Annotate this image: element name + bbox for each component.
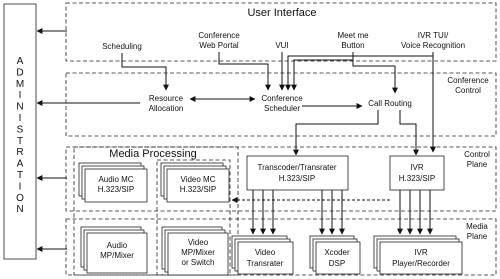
- transcoder-label-1: Transcoder/Transrater: [257, 163, 337, 172]
- meet-me-label-1: Meet me: [337, 31, 369, 40]
- web-portal-label-2: Web Portal: [199, 41, 239, 50]
- administration-letter: D: [16, 67, 24, 79]
- ivr-player-label-1: IVR: [414, 248, 428, 257]
- video-mc-stack: [161, 163, 229, 202]
- administration-letter: N: [16, 101, 24, 113]
- scheduler-label-1: Conference: [261, 94, 303, 103]
- meet-me-arrow-scheduler: [294, 52, 353, 90]
- control-plane-label-1: Control: [464, 150, 490, 159]
- control-plane-label-2: Plane: [466, 160, 488, 169]
- routing-ivr-arrow: [400, 110, 416, 155]
- video-mp-label-2: MP/Mixer: [181, 248, 215, 257]
- administration-letter: S: [16, 124, 24, 136]
- video-transrater-label-1: Video: [254, 248, 276, 257]
- vui-label: VUI: [275, 41, 289, 50]
- video-transrater-label-2: Transrater: [246, 259, 284, 268]
- administration-letter: T: [16, 135, 24, 147]
- transcoder-label-2: H.323/SIP: [278, 174, 316, 183]
- scheduler-label-2: Scheduler: [263, 104, 301, 113]
- resource-label-2: Allocation: [148, 104, 184, 113]
- audio-mp-label-1: Audio: [106, 241, 128, 250]
- administration-letter: R: [16, 147, 24, 159]
- web-portal-arrow: [219, 52, 268, 90]
- administration-letter: M: [15, 78, 25, 90]
- conference-control-label-2: Control: [455, 86, 481, 95]
- audio-mc-stack: [79, 163, 147, 202]
- conference-control-label-1: Conference: [447, 76, 489, 85]
- user-interface-title: User Interface: [247, 7, 317, 19]
- meet-me-arrow-routing: [353, 52, 395, 93]
- administration-letter: N: [16, 204, 24, 216]
- video-mc-label-1: Video MC: [180, 175, 216, 184]
- media-plane-label-2: Plane: [466, 232, 488, 241]
- xcoder-label-2: DSP: [328, 259, 346, 268]
- audio-mc-label-1: Audio MC: [98, 175, 134, 184]
- ivr-box: [390, 156, 444, 190]
- meet-me-label-2: Button: [341, 41, 365, 50]
- resource-label-1: Resource: [148, 94, 184, 103]
- administration-letter: I: [18, 181, 22, 193]
- transcoder-box: [247, 156, 348, 190]
- video-mc-label-2: H.323/SIP: [179, 185, 217, 194]
- administration-letter: A: [16, 56, 24, 67]
- routing-transcoder-arrow: [296, 110, 378, 155]
- video-mp-label-3: or Switch: [181, 258, 215, 267]
- media-plane-label-1: Media: [466, 222, 488, 231]
- video-mp-label-1: Video: [187, 238, 209, 247]
- media-processing-title: Media Processing: [109, 148, 197, 160]
- administration-letter: A: [16, 158, 24, 170]
- ivr-tui-label-1: IVR TUI/: [417, 31, 449, 40]
- web-portal-label-1: Conference: [198, 31, 240, 40]
- scheduling-label: Scheduling: [102, 42, 142, 51]
- ivr-tui-label-2: Voice Recognition: [400, 41, 466, 50]
- scheduling-arrow: [122, 53, 166, 90]
- ivr-tui-arrow-scheduler: [288, 52, 433, 90]
- audio-mp-label-2: MP/Mixer: [100, 251, 134, 260]
- xcoder-dsp-stack: [310, 236, 360, 274]
- administration-letter: I: [18, 90, 22, 102]
- xcoder-label-1: Xcoder: [324, 248, 350, 257]
- ivr-player-stack: [374, 236, 462, 274]
- call-routing-label: Call Routing: [368, 99, 412, 108]
- administration-letter: I: [18, 113, 22, 124]
- audio-mp-stack: [81, 227, 147, 273]
- ivr-label-2: H.323/SIP: [398, 174, 436, 183]
- video-transrater-stack: [232, 236, 293, 274]
- ivr-label-1: IVR: [410, 163, 424, 172]
- video-mp-stack: [162, 227, 228, 275]
- administration-letter: T: [16, 170, 24, 181]
- ivr-player-label-2: Player/Recorder: [392, 259, 450, 268]
- audio-mc-label-2: H.323/SIP: [97, 185, 135, 194]
- administration-letter: O: [16, 192, 24, 204]
